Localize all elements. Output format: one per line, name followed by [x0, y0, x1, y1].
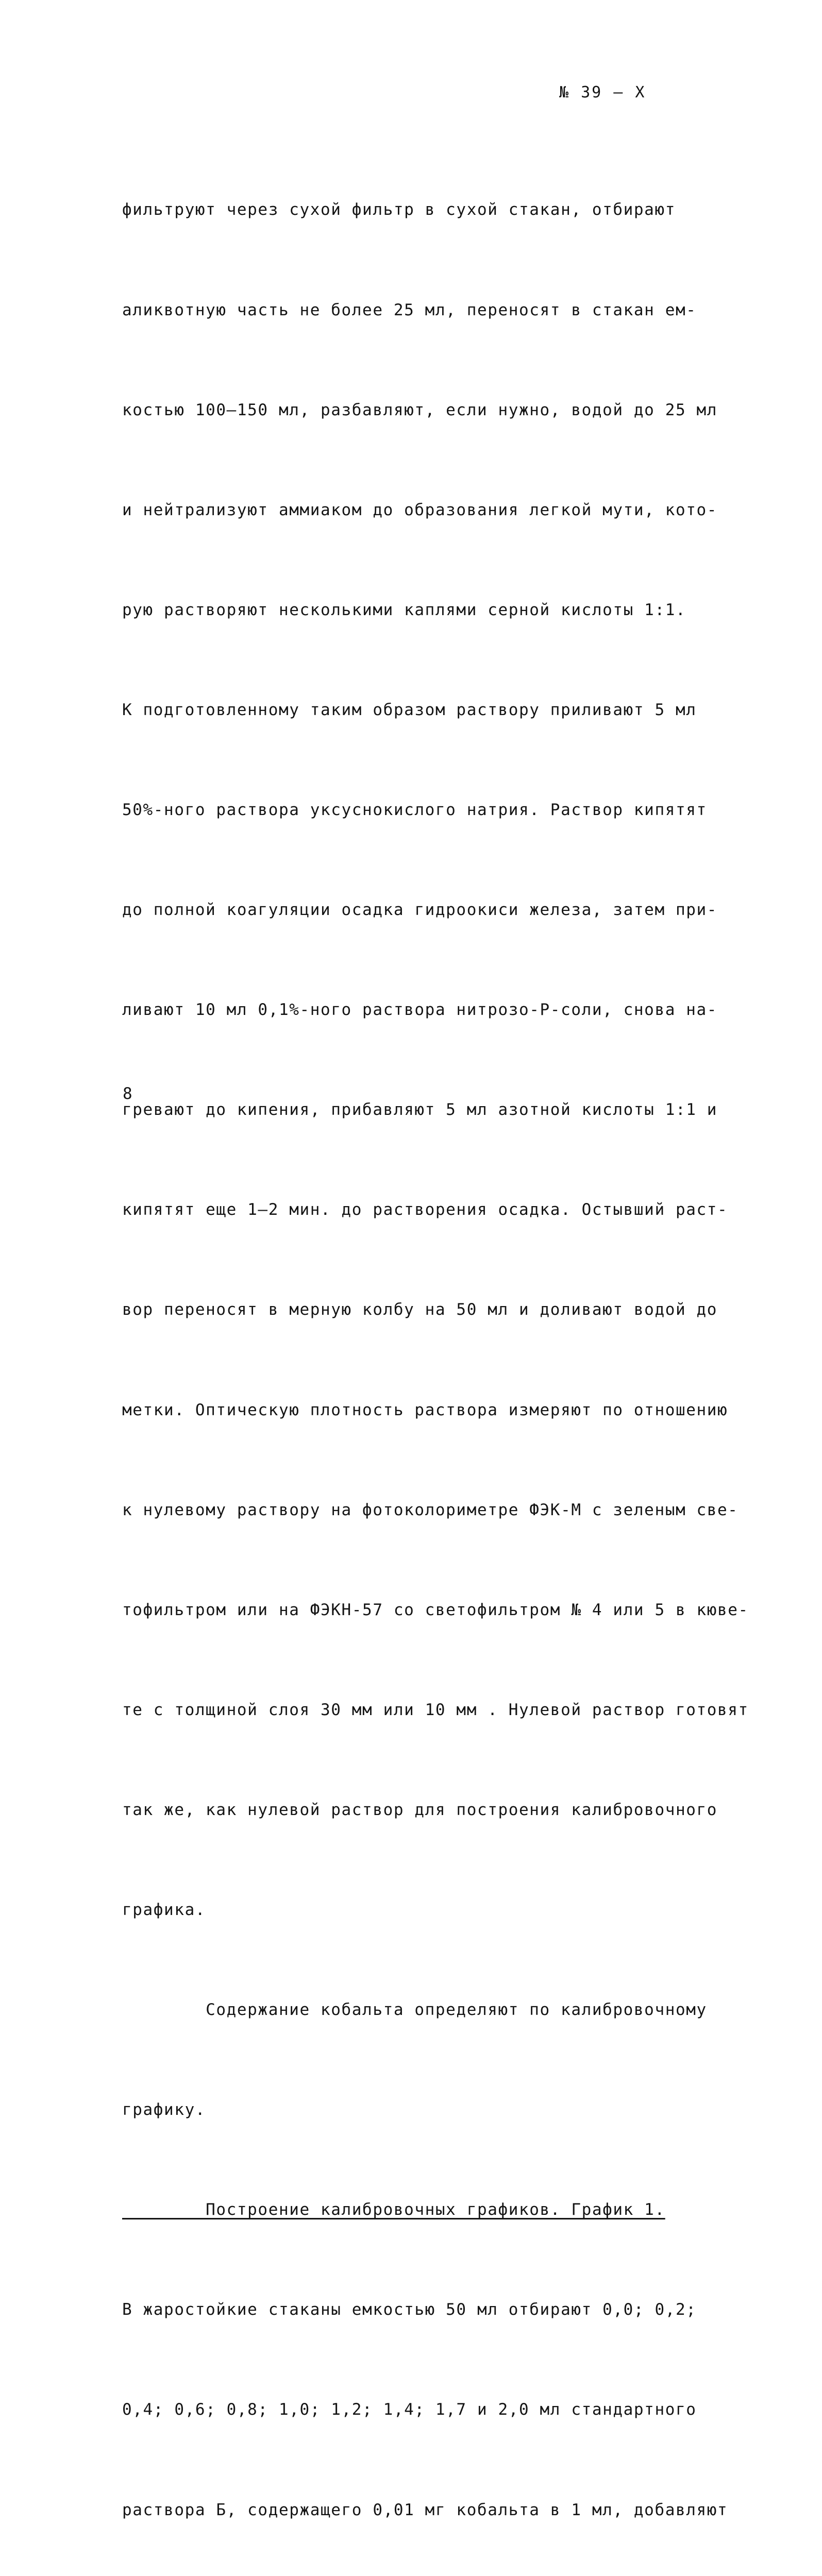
text-line: Содержание кобальта определяют по калибровочному [122, 2001, 707, 2020]
text-line: К подготовленному таким образом раствору приливают 5 мл [122, 700, 697, 719]
text-line: и нейтрализуют аммиаком до образования легкой мути, кото- [122, 500, 718, 519]
text-line: графику. [122, 2100, 206, 2120]
text-line: 0,4; 0,6; 0,8; 1,0; 1,2; 1,4; 1,7 и 2,0 мл стандартного [122, 2400, 697, 2419]
text-line: кипятят еще 1–2 мин. до растворения осадка. Остывший раст- [122, 1200, 728, 1219]
text-line: ливают 10 мл 0,1%-ного раствора нитрозо-Р-соли, снова на- [122, 1001, 718, 1020]
text-line: вор переносят в мерную колбу на 50 мл и доливают водой до [122, 1300, 718, 1319]
text-line: рую растворяют несколькими каплями серной кислоты 1:1. [122, 600, 686, 619]
text-line: 50%-ного раствора уксуснокислого натрия. Раствор кипятят [122, 800, 707, 819]
text-line: те с толщиной слоя 30 мм или 10 мм . Нулевой раствор готовят [122, 1700, 749, 1719]
text-line: метки. Оптическую плотность раствора измеряют по отношению [122, 1400, 728, 1419]
text-line: гревают до кипения, прибавляют 5 мл азотной кислоты 1:1 и [122, 1100, 718, 1120]
text-line: к нулевому раствору на фотоколориметре ФЭК-М с зеленым све- [122, 1500, 739, 1519]
text-line: фильтруют через сухой фильтр в сухой стакан, отбирают [122, 200, 676, 219]
section-heading: Построение калибровочных графиков. График 1. [122, 2200, 665, 2219]
text-line: аликвотную часть не более 25 мл, переносят в стакан ем- [122, 300, 697, 319]
text-line: костью 100–150 мл, разбавляют, если нужно, водой до 25 мл [122, 400, 718, 419]
document-number: № 39 – X [559, 83, 646, 101]
text-line: В жаростойкие стаканы емкостью 50 мл отбирают 0,0; 0,2; [122, 2300, 697, 2319]
text-line: так же, как нулевой раствор для построения калибровочного [122, 1800, 718, 1819]
text-line: тофильтром или на ФЭКН-57 со светофильтром № 4 или 5 в кюве- [122, 1600, 749, 1619]
text-line: до полной коагуляции осадка гидроокиси железа, затем при- [122, 901, 718, 920]
text-line: раствора Б, содержащего 0,01 мг кобальта в 1 мл, добавляют [122, 2500, 728, 2519]
body-text [122, 127, 749, 2576]
text-line: графика. [122, 1901, 206, 1919]
page-number: 8 [123, 1084, 132, 1103]
